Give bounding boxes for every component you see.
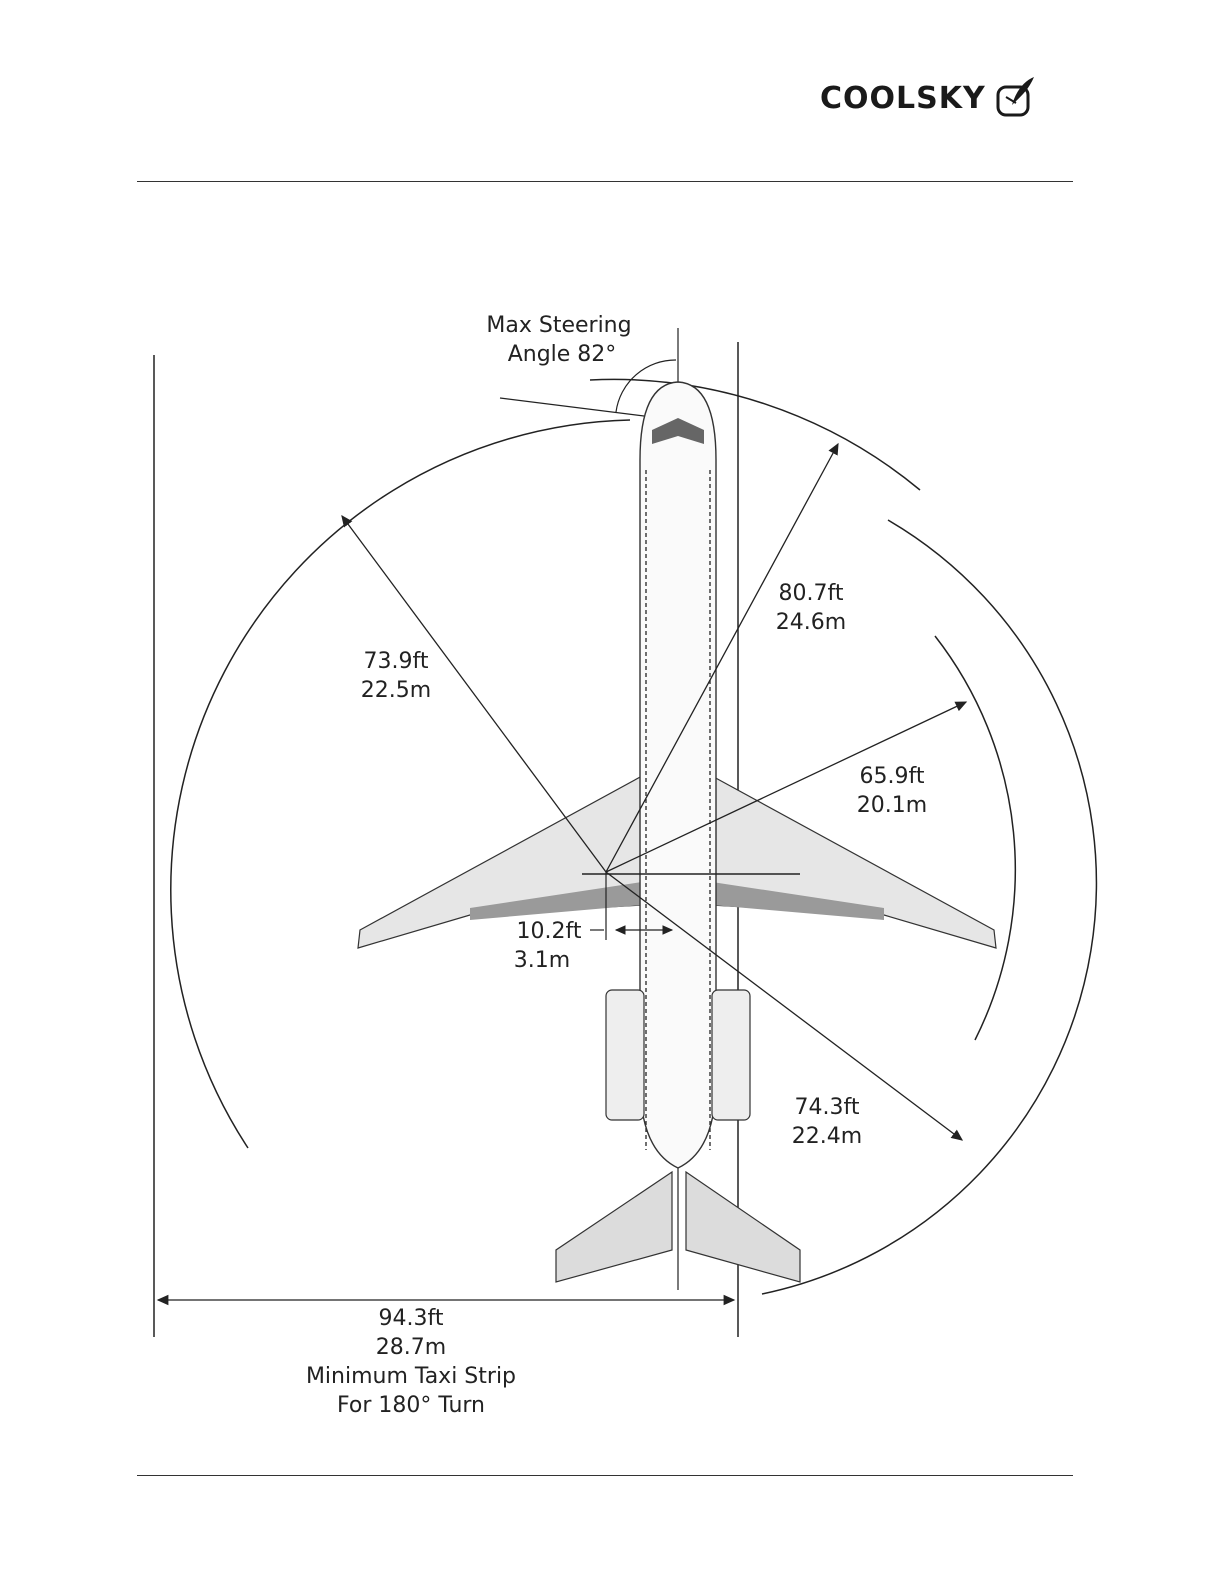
- left-engine: [606, 990, 644, 1120]
- aircraft: [358, 382, 996, 1282]
- right-engine: [712, 990, 750, 1120]
- tail-radius-ft: 74.3ft: [794, 1095, 860, 1120]
- right-stabilizer: [686, 1172, 800, 1282]
- brand-name: COOLSKY: [820, 80, 986, 116]
- tail-radius-m: 22.4m: [791, 1124, 863, 1149]
- left-wing: [358, 776, 642, 948]
- steering-label-1: Max Steering: [486, 313, 632, 338]
- strip-caption-1: Minimum Taxi Strip: [305, 1364, 517, 1389]
- left-wingtip-arc: [171, 420, 630, 1148]
- right-wing-radius-ft: 65.9ft: [859, 764, 925, 789]
- strip-ft: 94.3ft: [378, 1306, 444, 1331]
- steering-label-2: Angle 82°: [507, 342, 617, 367]
- right-wing-radius-m: 20.1m: [856, 793, 928, 818]
- offset-ft: 10.2ft: [516, 919, 582, 944]
- offset-m: 3.1m: [513, 948, 571, 973]
- strip-m: 28.7m: [375, 1335, 447, 1360]
- nose-radius-m: 24.6m: [775, 610, 847, 635]
- left-wing-radius-m: 22.5m: [360, 678, 432, 703]
- fuselage: [640, 382, 716, 1168]
- nose-radius-ft: 80.7ft: [778, 581, 844, 606]
- right-wingtip-arc: [935, 636, 1015, 1040]
- left-wing-radius-ft: 73.9ft: [363, 649, 429, 674]
- strip-caption-2: For 180° Turn: [337, 1393, 485, 1418]
- left-stabilizer: [556, 1172, 672, 1282]
